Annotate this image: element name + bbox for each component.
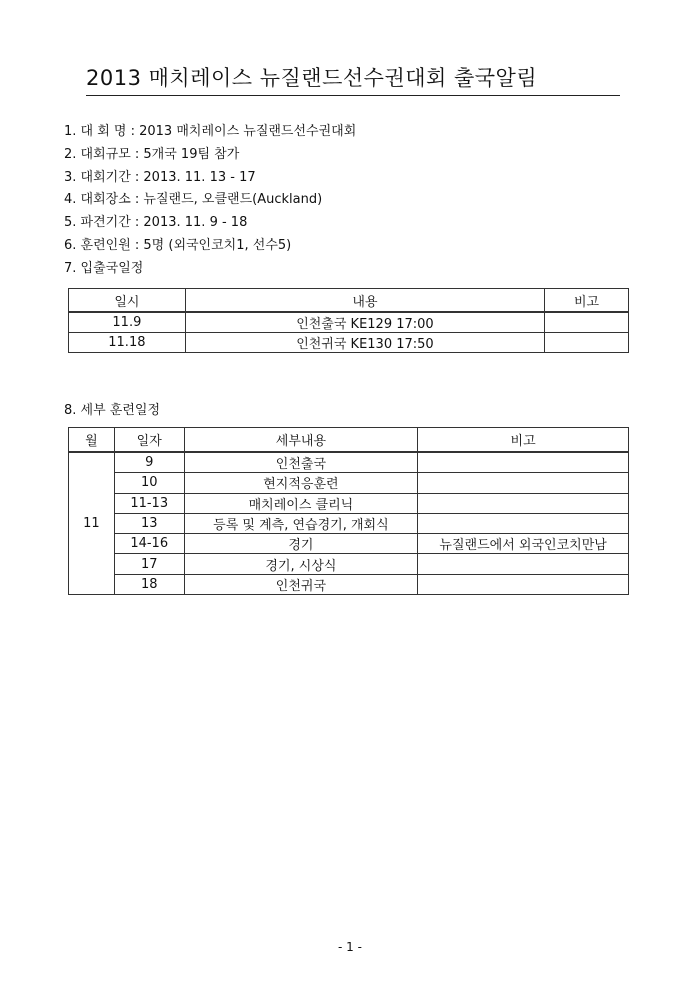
header-remarks: 비고: [418, 428, 629, 453]
header-datetime: 일시: [69, 289, 186, 313]
info-item-event-name: 1. 대 회 명 : 2013 매치레이스 뉴질랜드선수권대회: [64, 124, 357, 139]
cell-details: 인천출국: [184, 452, 418, 473]
cell-remarks: [418, 554, 629, 574]
table-header-row: [69, 428, 629, 453]
cell-details: 현지적응훈련: [184, 473, 418, 493]
table-row: [69, 574, 629, 594]
cell-remarks: [545, 312, 629, 333]
table-row: [69, 493, 629, 513]
table-header-row: [69, 289, 629, 313]
info-item-period: 3. 대회기간 : 2013. 11. 13 - 17: [64, 169, 256, 185]
cell-content: 인천출국 KE129 17:00: [185, 312, 544, 333]
table-row: [69, 554, 629, 574]
cell-date: 10: [114, 473, 184, 493]
table-row: [69, 452, 629, 473]
cell-date: 11.18: [69, 333, 186, 353]
header-month: 월: [69, 428, 115, 453]
header-content: 내용: [185, 289, 544, 313]
cell-remarks: [418, 493, 629, 513]
header-remarks: 비고: [545, 289, 629, 313]
page-number: - 1 -: [338, 940, 362, 954]
cell-details: 경기, 시상식: [184, 554, 418, 574]
cell-remarks: [418, 473, 629, 493]
travel-schedule-table: [68, 288, 629, 353]
info-item-venue: 4. 대회장소 : 뉴질랜드, 오클랜드(Auckland): [64, 192, 323, 208]
cell-details: 매치레이스 클리닉: [184, 493, 418, 513]
info-list: [64, 121, 356, 281]
cell-date: 9: [114, 452, 184, 473]
cell-content: 인천귀국 KE130 17:50: [185, 333, 544, 353]
training-schedule-table: [68, 427, 629, 595]
cell-date: 11.9: [69, 312, 186, 333]
cell-month: 11: [69, 452, 115, 595]
cell-remarks: 뉴질랜드에서 외국인코치만남: [418, 534, 629, 554]
cell-details: 등록 및 계측, 연습경기, 개회식: [184, 513, 418, 533]
cell-remarks: [418, 452, 629, 473]
cell-remarks: [418, 513, 629, 533]
cell-date: 14-16: [114, 534, 184, 554]
table-row: [69, 473, 629, 493]
table-row: [69, 534, 629, 554]
cell-details: 경기: [184, 534, 418, 554]
cell-date: 17: [114, 554, 184, 574]
table-row: [69, 333, 629, 353]
cell-remarks: [545, 333, 629, 353]
info-item-scale: 2. 대회규모 : 5개국 19팀 참가: [64, 146, 240, 162]
cell-date: 18: [114, 574, 184, 594]
table-row: [69, 312, 629, 333]
table-row: [69, 513, 629, 533]
header-details: 세부내용: [184, 428, 418, 453]
info-item-dispatch-period: 5. 파견기간 : 2013. 11. 9 - 18: [64, 215, 248, 231]
header-date: 일자: [114, 428, 184, 453]
info-item-personnel: 6. 훈련인원 : 5명 (외국인코치1, 선수5): [64, 237, 292, 253]
cell-remarks: [418, 574, 629, 594]
cell-date: 13: [114, 513, 184, 533]
section-8-heading: 8. 세부 훈련일정: [64, 403, 161, 418]
cell-details: 인천귀국: [184, 574, 418, 594]
document-title: 2013 매치레이스 뉴질랜드선수권대회 출국알림: [86, 62, 620, 96]
info-item-travel-schedule: 7. 입출국일정: [64, 260, 144, 276]
cell-date: 11-13: [114, 493, 184, 513]
